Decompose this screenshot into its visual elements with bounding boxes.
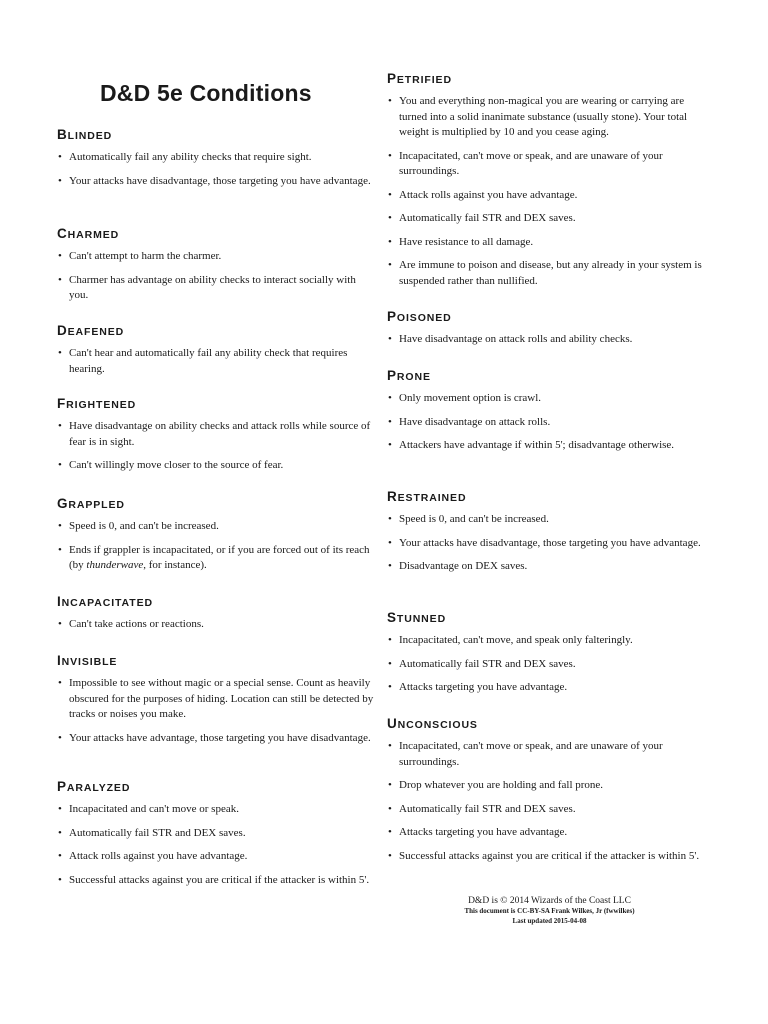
condition-restrained bbox=[387, 490, 712, 583]
condition-effect: • Automatically fail STR and DEX saves. bbox=[57, 826, 375, 842]
condition-title: CHARMED bbox=[57, 226, 120, 241]
condition-effect: • Drop whatever you are holding and fall prone. bbox=[387, 778, 712, 794]
condition-frightened bbox=[57, 397, 375, 482]
condition-effects-list bbox=[387, 391, 712, 454]
effect-text: Ends if grappler is incapacitated, or if you are forced out of its reach (by bbox=[69, 543, 370, 571]
condition-effect bbox=[57, 543, 375, 574]
condition-effect: • Have resistance to all damage. bbox=[387, 235, 712, 251]
condition-effect: • Have disadvantage on attack rolls and ability checks. bbox=[387, 332, 712, 348]
condition-stunned bbox=[387, 611, 712, 704]
condition-effect: • Automatically fail STR and DEX saves. bbox=[387, 211, 712, 227]
condition-effect: • Incapacitated, can't move or speak, and are unaware of your surroundings. bbox=[387, 149, 712, 180]
condition-deafened bbox=[57, 324, 375, 385]
condition-effect: • Are immune to poison and disease, but any already in your system is suspended rather than nullified. bbox=[387, 258, 712, 289]
condition-effect: • Successful attacks against you are critical if the attacker is within 5'. bbox=[387, 849, 712, 865]
condition-effect: • Impossible to see without magic or a special sense. Count as heavily obscured for the purposes of hiding. Location can still be detected by tracks or noises you make. bbox=[57, 676, 375, 723]
condition-prone bbox=[387, 369, 712, 462]
condition-effect: • Disadvantage on DEX saves. bbox=[387, 559, 712, 575]
condition-effects-list bbox=[57, 346, 375, 377]
condition-effect: • Automatically fail any ability checks that require sight. bbox=[57, 150, 375, 166]
condition-title: FRIGHTENED bbox=[57, 396, 137, 411]
condition-effects-list bbox=[57, 802, 375, 888]
effect-text: , for instance). bbox=[143, 559, 207, 571]
condition-effect: • Can't hear and automatically fail any ability check that requires hearing. bbox=[57, 346, 375, 377]
condition-effects-list bbox=[57, 249, 375, 304]
condition-blinded bbox=[57, 128, 375, 197]
condition-grappled bbox=[57, 497, 375, 582]
condition-effect: • Only movement option is crawl. bbox=[387, 391, 712, 407]
condition-effect: • Incapacitated, can't move, and speak only falteringly. bbox=[387, 633, 712, 649]
condition-effect: • Incapacitated and can't move or speak. bbox=[57, 802, 375, 818]
page-title: D&D 5e Conditions bbox=[100, 80, 312, 106]
condition-effect: • Charmer has advantage on ability checks to interact socially with you. bbox=[57, 273, 375, 304]
condition-title: PETRIFIED bbox=[387, 71, 452, 86]
condition-effect: • Attacks targeting you have advantage. bbox=[387, 825, 712, 841]
condition-effect: • Can't take actions or reactions. bbox=[57, 617, 375, 633]
condition-effects-list bbox=[57, 617, 375, 633]
condition-effects-list bbox=[387, 94, 712, 289]
condition-effect: • Successful attacks against you are critical if the attacker is within 5'. bbox=[57, 873, 375, 889]
condition-effects-list bbox=[57, 676, 375, 746]
condition-effect: • Your attacks have disadvantage, those targeting you have advantage. bbox=[57, 174, 375, 190]
condition-title: UNCONSCIOUS bbox=[387, 716, 478, 731]
condition-effects-list bbox=[387, 739, 712, 864]
condition-petrified bbox=[387, 72, 712, 297]
condition-incapacitated bbox=[57, 595, 375, 641]
condition-effect: • Speed is 0, and can't be increased. bbox=[57, 519, 375, 535]
footer bbox=[387, 896, 712, 926]
condition-paralyzed bbox=[57, 780, 375, 896]
condition-title: DEAFENED bbox=[57, 323, 125, 338]
condition-effect: • Can't willingly move closer to the source of fear. bbox=[57, 458, 375, 474]
condition-effect: • Can't attempt to harm the charmer. bbox=[57, 249, 375, 265]
footer-updated: Last updated 2015-04-08 bbox=[512, 917, 587, 925]
condition-effect: • Incapacitated, can't move or speak, and are unaware of your surroundings. bbox=[387, 739, 712, 770]
condition-title: RESTRAINED bbox=[387, 489, 467, 504]
condition-effect: • Attack rolls against you have advantage. bbox=[57, 849, 375, 865]
condition-invisible bbox=[57, 654, 375, 754]
condition-effect: • Your attacks have advantage, those targeting you have disadvantage. bbox=[57, 731, 375, 747]
footer-copyright: D&D is © 2014 Wizards of the Coast LLC bbox=[468, 896, 631, 906]
spell-name: thunderwave bbox=[86, 559, 144, 571]
condition-poisoned bbox=[387, 310, 712, 356]
condition-charmed bbox=[57, 227, 375, 312]
condition-effect: • Automatically fail STR and DEX saves. bbox=[387, 657, 712, 673]
condition-effects-list bbox=[57, 419, 375, 474]
condition-effect: • Your attacks have disadvantage, those targeting you have advantage. bbox=[387, 536, 712, 552]
condition-title: PARALYZED bbox=[57, 779, 131, 794]
condition-title: PRONE bbox=[387, 368, 431, 383]
condition-title: GRAPPLED bbox=[57, 496, 125, 511]
condition-effect: • Have disadvantage on ability checks and attack rolls while source of fear is in sight. bbox=[57, 419, 375, 450]
condition-unconscious bbox=[387, 717, 712, 872]
footer-license: This document is CC-BY-SA Frank Wilkes, Jr (fwwilkes) bbox=[464, 907, 635, 915]
condition-effect: • Speed is 0, and can't be increased. bbox=[387, 512, 712, 528]
condition-effect: • You and everything non-magical you are wearing or carrying are turned into a solid inanimate substance (usually stone). Your total weight is multiplied by 10 and you cease aging. bbox=[387, 94, 712, 141]
condition-title: INCAPACITATED bbox=[57, 594, 153, 609]
condition-effect: • Automatically fail STR and DEX saves. bbox=[387, 802, 712, 818]
condition-effects-list bbox=[387, 512, 712, 575]
condition-effects-list bbox=[57, 150, 375, 189]
condition-title: STUNNED bbox=[387, 610, 447, 625]
condition-effects-list bbox=[387, 633, 712, 696]
condition-title: BLINDED bbox=[57, 127, 113, 142]
condition-effects-list bbox=[57, 519, 375, 574]
condition-effect: • Have disadvantage on attack rolls. bbox=[387, 415, 712, 431]
condition-effects-list bbox=[387, 332, 712, 348]
condition-title: INVISIBLE bbox=[57, 653, 118, 668]
condition-effect: • Attackers have advantage if within 5'; disadvantage otherwise. bbox=[387, 438, 712, 454]
condition-effect: • Attack rolls against you have advantage. bbox=[387, 188, 712, 204]
condition-effect: • Attacks targeting you have advantage. bbox=[387, 680, 712, 696]
condition-title: POISONED bbox=[387, 309, 452, 324]
